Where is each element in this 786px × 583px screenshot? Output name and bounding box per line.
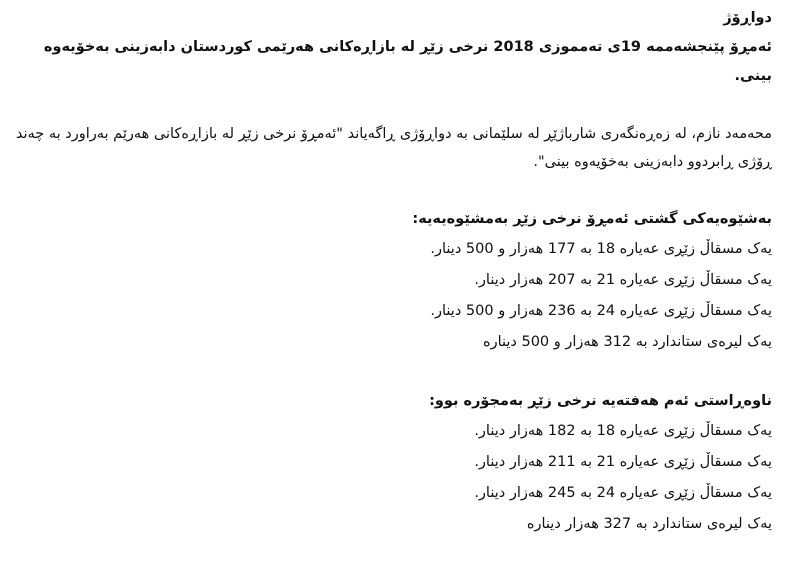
spacer	[10, 358, 772, 387]
body-paragraph: محەمەد نازم، لە زەڕەنگەری شارباژێڕ لە سلێمانی بە دواڕۆژی ڕاگەیاند "ئەمڕۆ نرخی زێڕ لە بازاڕەکانی هەرێم بەراورد بە چەند ڕۆژی ڕابردوو دابەزینی بەخۆیەوە بینی".	[15, 126, 772, 170]
list-item: یەک مسقاڵ زێڕی عەیارە 24 بە 245 هەزار دینار.	[474, 485, 772, 501]
source-label: دواڕۆژ	[723, 10, 772, 26]
list-item: یەک مسقاڵ زێڕی عەیارە 21 بە 211 هەزار دینار.	[474, 454, 772, 470]
midweek-prices-list	[10, 416, 772, 540]
spacer	[10, 91, 772, 120]
list-item: یەک مسقاڵ زێڕی عەیارە 18 بە 177 هەزار و 500 دینار.	[430, 241, 772, 257]
list-item: یەک مسقاڵ زێڕی عەیارە 21 بە 207 هەزار دینار.	[474, 272, 772, 288]
list-item: یەک لیرەی ستاندارد بە 312 هەزار و 500 دینارە	[482, 334, 772, 350]
today-prices-list	[10, 234, 772, 358]
spacer	[10, 176, 772, 205]
today-prices-heading: بەشێوەیەکی گشتی ئەمڕۆ نرخی زێڕ بەمشێوەیەیە:	[412, 211, 772, 227]
list-item: یەک مسقاڵ زێڕی عەیارە 18 بە 182 هەزار دینار.	[474, 423, 772, 439]
midweek-prices-heading: ناوەڕاستی ئەم هەفتەیە نرخی زێڕ بەمجۆرە بوو:	[429, 393, 772, 409]
headline: ئەمڕۆ پێنجشەممە 19ی تەمموزی 2018 نرخی زێڕ لە بازاڕەکانی هەرێمی کوردستان دابەزینی بەخۆیەوە بینی.	[43, 39, 772, 84]
list-item: یەک مسقاڵ زێڕی عەیارە 24 بە 236 هەزار و 500 دینار.	[430, 303, 772, 319]
list-item: یەک لیرەی ستاندارد بە 327 هەزار دینارە	[526, 516, 772, 532]
